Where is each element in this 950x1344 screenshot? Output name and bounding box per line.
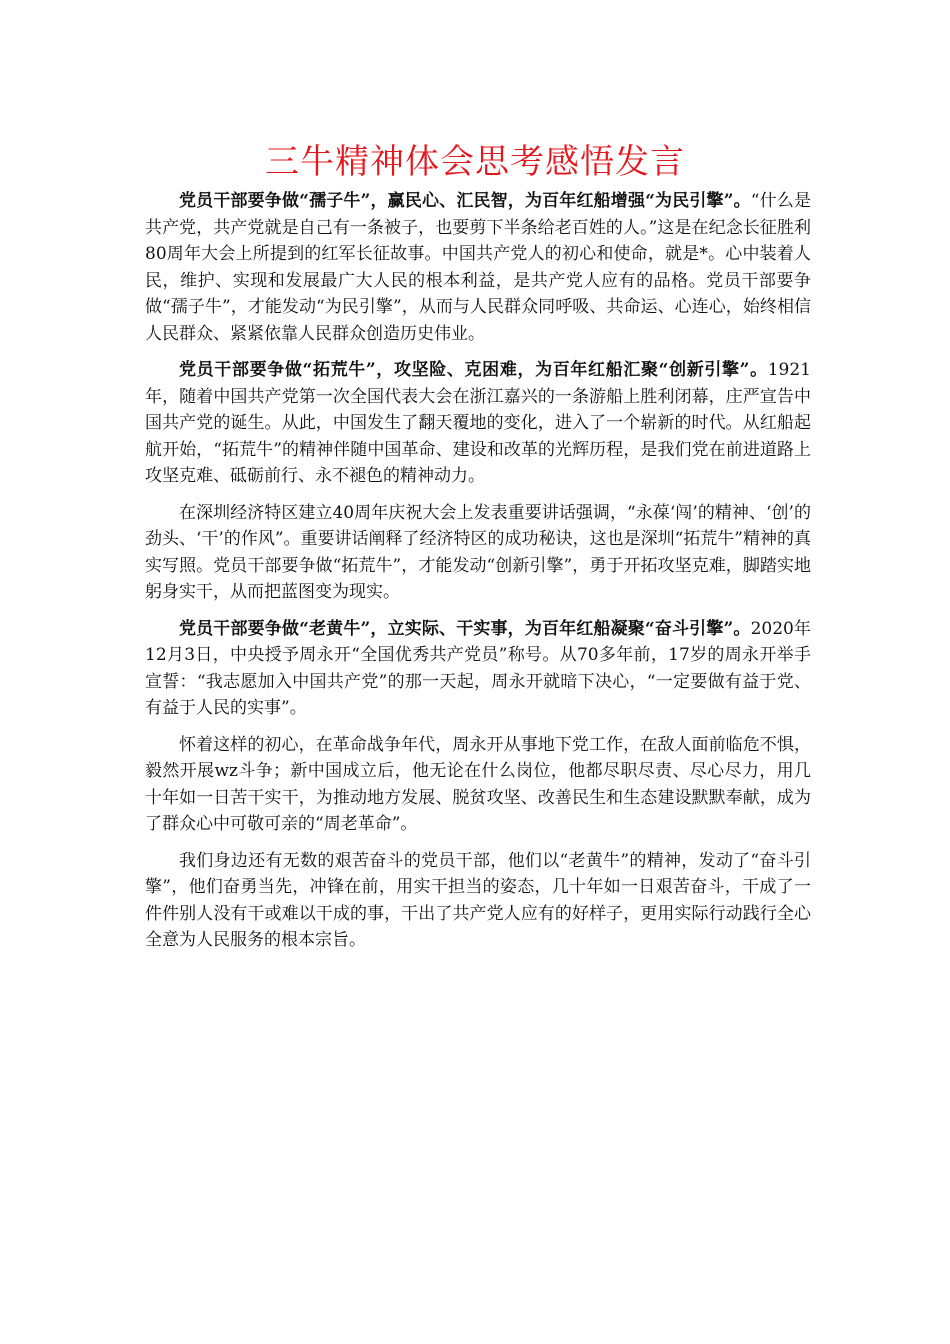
paragraph-text: 在深圳经济特区建立40周年庆祝大会上发表重要讲话强调，“永葆‘闯’的精神、‘创’的劲头、‘干’的作风”。重要讲话阐释了经济特区的成功秘诀，这也是深圳“拓荒牛”精神的真实写照。党员干部要争做“拓荒牛”，才能发动“创新引擎”，勇于开拓攻坚克难，脚踏实地躬身实干，从而把蓝图变为现实。: [145, 502, 811, 602]
paragraph-text: “什么是共产党，共产党就是自己有一条被子，也要剪下半条给老百姓的人。”这是在纪念长征胜利80周年大会上所提到的红军长征故事。中国共产党人的初心和使命，就是*。心中装着人民，维护、实现和发展最广大人民的根本利益，是共产党人应有的品格。党员干部要争做“孺子牛”，才能发动“为民引擎”，从而与人民群众同呼吸、共命运、心连心，始终相信人民群众、紧紧依靠人民群众创造历史伟业。: [145, 191, 811, 344]
document-body: [145, 188, 811, 964]
paragraph-text: 2020年12月3日，中央授予周永开“全国优秀共产党员”称号。从70多年前，17岁的周永开举手宣誓：“我志愿加入中国共产党”的那一天起，周永开就暗下决心，“一定要做有益于党、有益于人民的实事”。: [145, 618, 811, 718]
paragraph-lead: 党员干部要争做“老黄牛”，立实际、干实事，为百年红船凝聚“奋斗引擎”。: [179, 618, 751, 639]
paragraph-2: [145, 357, 811, 490]
paragraph-text: 1921年，随着中国共产党第一次全国代表大会在浙江嘉兴的一条游船上胜利闭幕，庄严宣告中国共产党的诞生。从此，中国发生了翻天覆地的变化，进入了一个崭新的时代。从红船起航开始，“拓荒牛”的精神伴随中国革命、建设和改革的光辉历程，是我们党在前进道路上攻坚克难、砥砺前行、永不褪色的精神动力。: [145, 360, 811, 486]
paragraph-text: 怀着这样的初心，在革命战争年代，周永开从事地下党工作，在敌人面前临危不惧，毅然开展wz斗争；新中国成立后，他无论在什么岗位，他都尽职尽责、尽心尽力，用几十年如一日苦干实干，为推动地方发展、脱贫攻坚、改善民生和生态建设默默奉献，成为了群众心中可敬可亲的“周老革命”。: [145, 734, 811, 834]
paragraph-text: 我们身边还有无数的艰苦奋斗的党员干部，他们以“老黄牛”的精神，发动了“奋斗引擎”，他们奋勇当先，冲锋在前，用实干担当的姿态，几十年如一日艰苦奋斗，干成了一件件别人没有干或难以干成的事，干出了共产党人应有的好样子，更用实际行动践行全心全意为人民服务的根本宗旨。: [145, 850, 811, 950]
paragraph-lead: 党员干部要争做“孺子牛”，赢民心、汇民智，为百年红船增强“为民引擎”。: [179, 191, 751, 211]
paragraph-3: [145, 500, 811, 606]
paragraph-1: [145, 188, 811, 347]
paragraph-6: [145, 848, 811, 954]
paragraph-lead: 党员干部要争做“拓荒牛”，攻坚险、克困难，为百年红船汇聚“创新引擎”。: [179, 360, 768, 380]
document-title: 三牛精神体会思考感悟发言: [265, 142, 685, 182]
paragraph-5: [145, 732, 811, 838]
paragraph-4: [145, 616, 811, 722]
